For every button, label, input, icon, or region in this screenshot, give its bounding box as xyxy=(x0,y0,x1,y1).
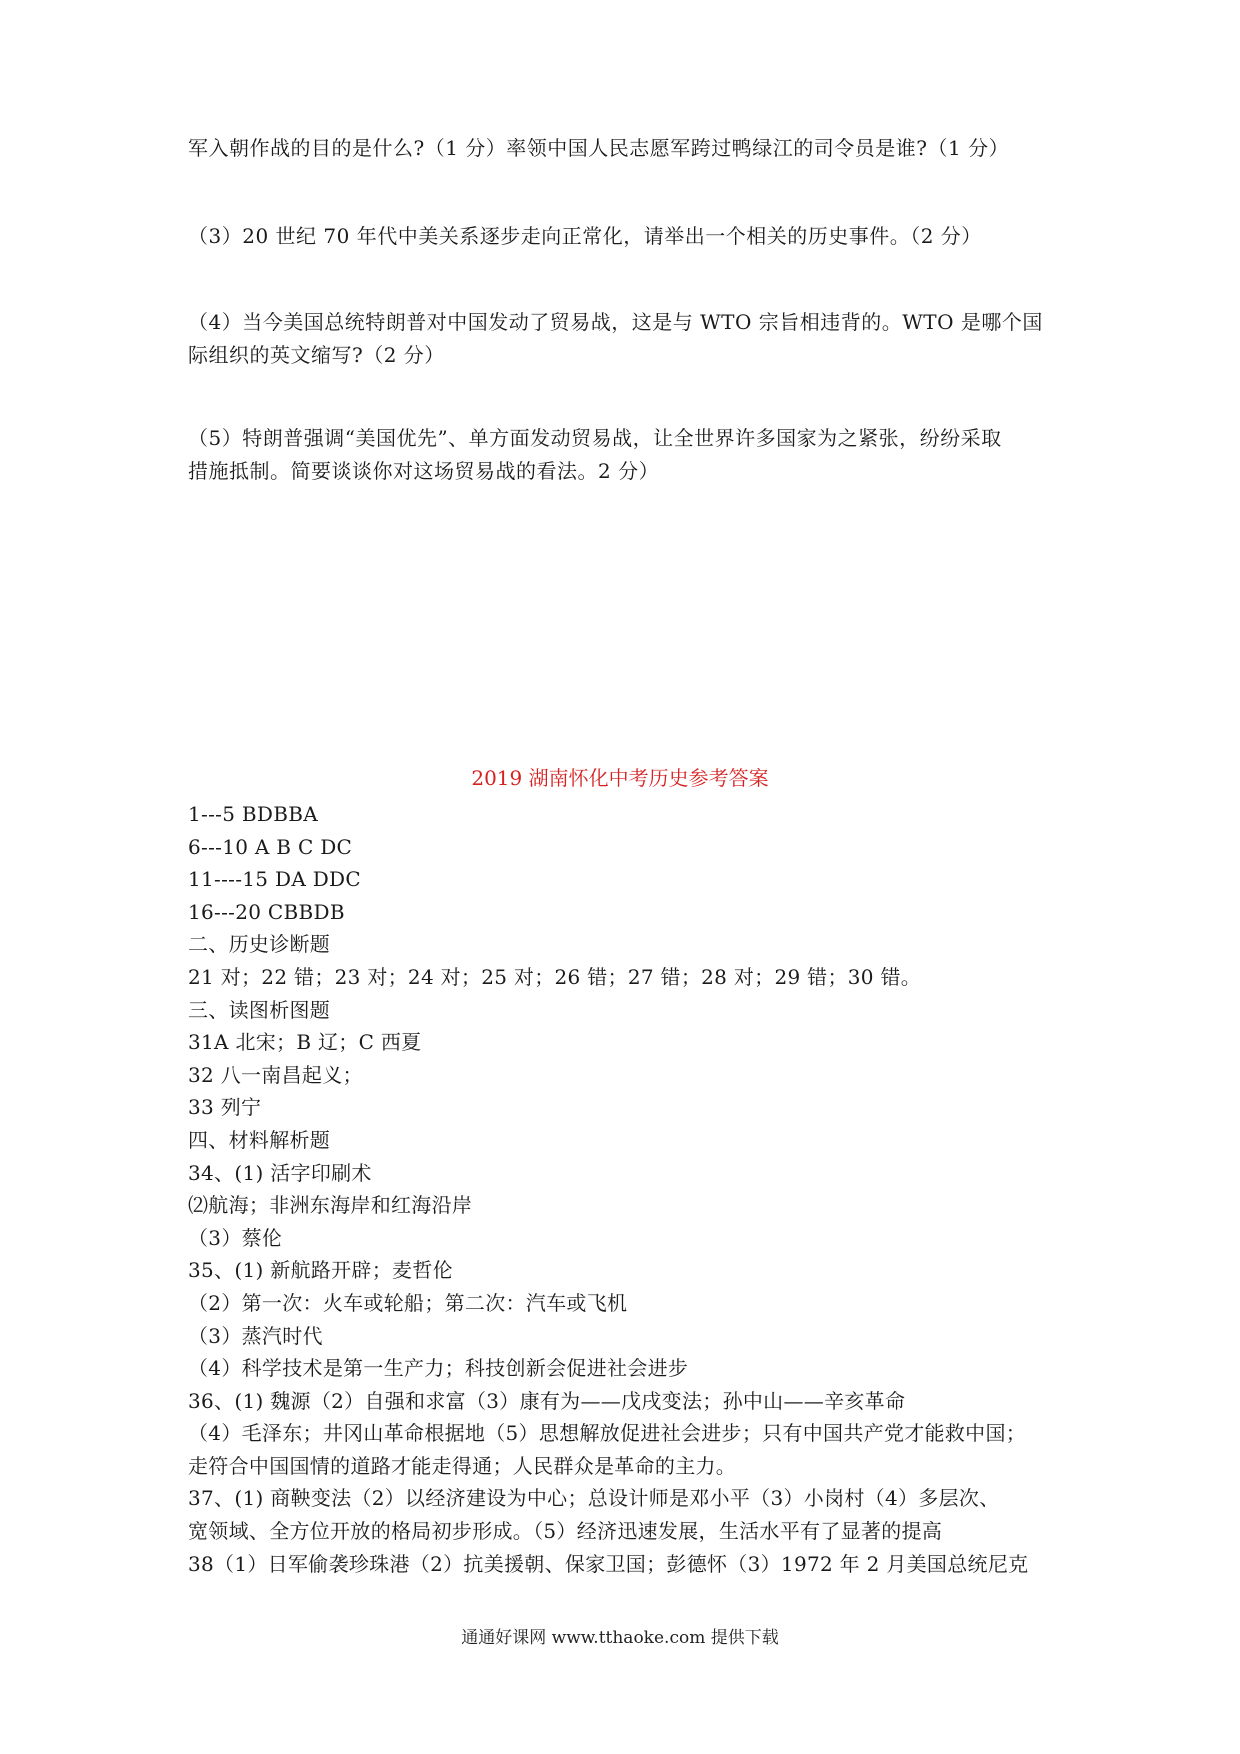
question-4-line-2: 际组织的英文缩写?（2 分） xyxy=(188,343,445,367)
answer-line: （4）科学技术是第一生产力；科技创新会促进社会进步 xyxy=(188,1356,689,1381)
footer-credit: 通通好课网 www.tthaoke.com 提供下载 xyxy=(461,1628,779,1648)
question-5-line-1: （5）特朗普强调“美国优先”、单方面发动贸易战，让全世界许多国家为之紧张，纷纷采取 xyxy=(188,426,1002,450)
question-4-line-1: （4）当今美国总统特朗普对中国发动了贸易战，这是与 WTO 宗旨相违背的。WTO 是哪个国 xyxy=(188,310,1043,334)
answer-line: 21 对；22 错；23 对；24 对；25 对；26 错；27 错；28 对；29 错；30 错。 xyxy=(188,964,922,989)
answer-key-body xyxy=(188,798,1088,1580)
answer-line: 31A 北宋；B 辽；C 西夏 xyxy=(188,1030,422,1055)
answer-line: 38（1）日军偷袭珍珠港（2）抗美援朝、保家卫国；彭德怀（3）1972 年 2 月美国总统尼克 xyxy=(188,1551,1029,1576)
answer-line: 35、(1) 新航路开辟；麦哲伦 xyxy=(188,1258,453,1283)
answer-line: 11----15 DA DDC xyxy=(188,867,361,892)
answer-line: （2）第一次：火车或轮船；第二次：汽车或飞机 xyxy=(188,1290,628,1315)
answer-line: 36、(1) 魏源（2）自强和求富（3）康有为——戊戌变法；孙中山——辛亥革命 xyxy=(188,1388,906,1413)
answer-line: 33 列宁 xyxy=(188,1095,262,1120)
answer-line: ⑵航海；非洲东海岸和红海沿岸 xyxy=(188,1193,473,1218)
answer-line: （3）蔡伦 xyxy=(188,1225,283,1250)
answer-line: 走符合中国国情的道路才能走得通；人民群众是革命的主力。 xyxy=(188,1453,737,1478)
answer-line: 32 八一南昌起义； xyxy=(188,1062,363,1087)
section-heading: 四、材料解析题 xyxy=(188,1127,331,1152)
answer-line: 6---10 A B C DC xyxy=(188,834,353,859)
answer-line: 16---20 CBBDB xyxy=(188,899,345,924)
answer-line: （3）蒸汽时代 xyxy=(188,1323,323,1348)
answer-line: 34、(1) 活字印刷术 xyxy=(188,1160,372,1185)
section-heading: 三、读图析图题 xyxy=(188,997,331,1022)
question-3: （3）20 世纪 70 年代中美关系逐步走向正常化，请举出一个相关的历史事件。（2 分） xyxy=(188,224,982,248)
section-heading: 二、历史诊断题 xyxy=(188,932,331,957)
question-2-tail: 军入朝作战的目的是什么?（1 分）率领中国人民志愿军跨过鸭绿江的司令员是谁?（1 分） xyxy=(188,136,1010,160)
answer-key-title: 2019 湖南怀化中考历史参考答案 xyxy=(471,766,769,790)
answer-line: （4）毛泽东；井冈山革命根据地（5）思想解放促进社会进步；只有中国共产党才能救中国； xyxy=(188,1421,1027,1446)
answer-line: 宽领域、全方位开放的格局初步形成。（5）经济迅速发展，生活水平有了显著的提高 xyxy=(188,1519,943,1544)
answer-line: 1---5 BDBBA xyxy=(188,802,318,826)
answer-line: 37、(1) 商鞅变法（2）以经济建设为中心；总设计师是邓小平（3）小岗村（4）多层次、 xyxy=(188,1486,1000,1511)
question-5-line-2: 措施抵制。简要谈谈你对这场贸易战的看法。2 分） xyxy=(188,459,660,483)
